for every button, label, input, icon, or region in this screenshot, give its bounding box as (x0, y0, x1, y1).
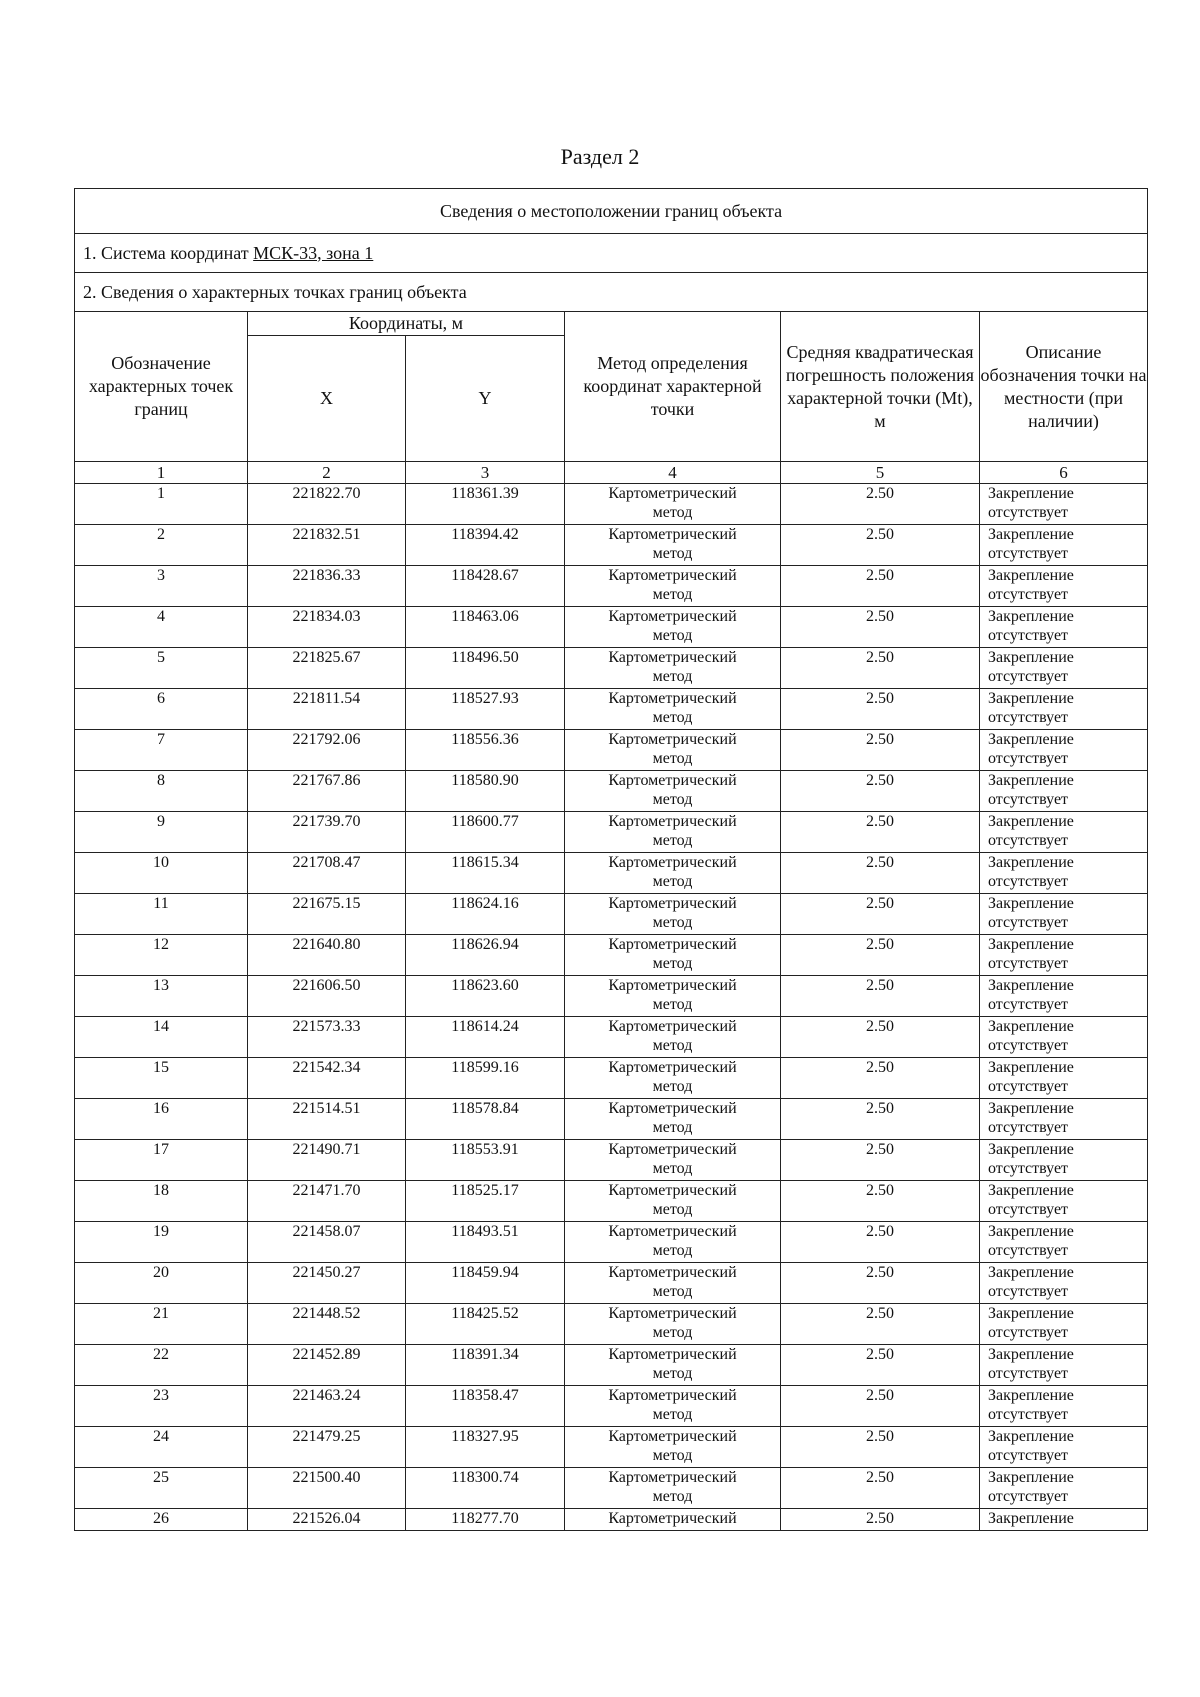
point-number: 6 (75, 689, 248, 730)
coord-x: 221463.24 (248, 1386, 406, 1427)
method: Картометрический метод (565, 689, 781, 730)
description: Закрепление отсутствует (980, 1222, 1148, 1263)
error: 2.50 (781, 1386, 980, 1427)
point-number: 12 (75, 935, 248, 976)
coord-y: 118394.42 (406, 525, 565, 566)
method: Картометрический метод (565, 484, 781, 525)
column-number: 5 (781, 462, 980, 484)
table-caption: Сведения о местоположении границ объекта (75, 189, 1148, 234)
method: Картометрический метод (565, 853, 781, 894)
description: Закрепление отсутствует (980, 525, 1148, 566)
error: 2.50 (781, 1222, 980, 1263)
description: Закрепление отсутствует (980, 976, 1148, 1017)
method: Картометрический метод (565, 1181, 781, 1222)
error: 2.50 (781, 1427, 980, 1468)
point-number: 26 (75, 1509, 248, 1531)
error: 2.50 (781, 894, 980, 935)
method: Картометрический метод (565, 1099, 781, 1140)
coord-x: 221452.89 (248, 1345, 406, 1386)
error: 2.50 (781, 1140, 980, 1181)
method: Картометрический метод (565, 648, 781, 689)
coord-y: 118277.70 (406, 1509, 565, 1531)
coord-y: 118615.34 (406, 853, 565, 894)
coord-y: 118599.16 (406, 1058, 565, 1099)
boundary-table (74, 188, 1148, 1531)
error: 2.50 (781, 525, 980, 566)
table-row (75, 853, 1148, 894)
column-number: 1 (75, 462, 248, 484)
point-number: 2 (75, 525, 248, 566)
description: Закрепление отсутствует (980, 1386, 1148, 1427)
description: Закрепление отсутствует (980, 1263, 1148, 1304)
error: 2.50 (781, 1181, 980, 1222)
column-number: 6 (980, 462, 1148, 484)
error: 2.50 (781, 689, 980, 730)
coord-x: 221479.25 (248, 1427, 406, 1468)
coord-system-value: МСК-33, зона 1 (253, 242, 374, 263)
coord-y: 118361.39 (406, 484, 565, 525)
description: Закрепление отсутствует (980, 1427, 1148, 1468)
description: Закрепление (980, 1509, 1148, 1531)
coord-x: 221832.51 (248, 525, 406, 566)
table-row (75, 1140, 1148, 1181)
description: Закрепление отсутствует (980, 935, 1148, 976)
method: Картометрический метод (565, 1427, 781, 1468)
error: 2.50 (781, 566, 980, 607)
coord-y: 118578.84 (406, 1099, 565, 1140)
method: Картометрический метод (565, 894, 781, 935)
error: 2.50 (781, 771, 980, 812)
coord-y: 118623.60 (406, 976, 565, 1017)
description: Закрепление отсутствует (980, 689, 1148, 730)
header-point: Обозначение характерных точек границ (75, 312, 248, 462)
coord-x: 221514.51 (248, 1099, 406, 1140)
point-number: 16 (75, 1099, 248, 1140)
point-number: 21 (75, 1304, 248, 1345)
point-number: 14 (75, 1017, 248, 1058)
method: Картометрический метод (565, 1058, 781, 1099)
method: Картометрический метод (565, 1017, 781, 1058)
coord-x: 221526.04 (248, 1509, 406, 1531)
error: 2.50 (781, 730, 980, 771)
coord-x: 221836.33 (248, 566, 406, 607)
coord-y: 118614.24 (406, 1017, 565, 1058)
header-x: X (248, 336, 406, 462)
description: Закрепление отсутствует (980, 771, 1148, 812)
method: Картометрический метод (565, 566, 781, 607)
method: Картометрический метод (565, 812, 781, 853)
coord-y: 118624.16 (406, 894, 565, 935)
boundary-document (74, 188, 1147, 1531)
table-row (75, 689, 1148, 730)
description: Закрепление отсутствует (980, 484, 1148, 525)
column-number: 3 (406, 462, 565, 484)
table-body (75, 484, 1148, 1509)
coord-y: 118425.52 (406, 1304, 565, 1345)
coord-y: 118459.94 (406, 1263, 565, 1304)
coord-x: 221739.70 (248, 812, 406, 853)
point-number: 1 (75, 484, 248, 525)
method: Картометрический метод (565, 1468, 781, 1509)
method: Картометрический метод (565, 607, 781, 648)
error: 2.50 (781, 853, 980, 894)
table-row (75, 1386, 1148, 1427)
coord-y: 118626.94 (406, 935, 565, 976)
method: Картометрический метод (565, 730, 781, 771)
description: Закрепление отсутствует (980, 1017, 1148, 1058)
table-row (75, 1304, 1148, 1345)
error: 2.50 (781, 1345, 980, 1386)
coord-x: 221458.07 (248, 1222, 406, 1263)
points-heading: 2. Сведения о характерных точках границ объекта (75, 273, 1148, 312)
description: Закрепление отсутствует (980, 1304, 1148, 1345)
description: Закрепление отсутствует (980, 1099, 1148, 1140)
table-row (75, 894, 1148, 935)
coord-x: 221448.52 (248, 1304, 406, 1345)
method: Картометрический метод (565, 525, 781, 566)
point-number: 10 (75, 853, 248, 894)
error: 2.50 (781, 1468, 980, 1509)
table-row (75, 935, 1148, 976)
error: 2.50 (781, 812, 980, 853)
table-row (75, 771, 1148, 812)
point-number: 8 (75, 771, 248, 812)
description: Закрепление отсутствует (980, 566, 1148, 607)
point-number: 5 (75, 648, 248, 689)
point-number: 18 (75, 1181, 248, 1222)
error: 2.50 (781, 1263, 980, 1304)
point-number: 7 (75, 730, 248, 771)
coord-x: 221500.40 (248, 1468, 406, 1509)
coord-x: 221767.86 (248, 771, 406, 812)
description: Закрепление отсутствует (980, 812, 1148, 853)
table-row (75, 1222, 1148, 1263)
table-row (75, 484, 1148, 525)
table-row (75, 1427, 1148, 1468)
coord-y: 118527.93 (406, 689, 565, 730)
method: Картометрический (565, 1509, 781, 1531)
point-number: 22 (75, 1345, 248, 1386)
error: 2.50 (781, 1017, 980, 1058)
header-method: Метод определения координат характерной точки (565, 312, 781, 462)
description: Закрепление отсутствует (980, 1345, 1148, 1386)
coord-system-prefix: 1. Система координат (83, 242, 254, 263)
coord-x: 221490.71 (248, 1140, 406, 1181)
point-number: 24 (75, 1427, 248, 1468)
table-row (75, 976, 1148, 1017)
table-row (75, 812, 1148, 853)
description: Закрепление отсутствует (980, 648, 1148, 689)
method: Картометрический метод (565, 935, 781, 976)
point-number: 20 (75, 1263, 248, 1304)
header-description: Описание обозначения точки на местности (при наличии) (980, 312, 1148, 462)
point-number: 23 (75, 1386, 248, 1427)
point-number: 15 (75, 1058, 248, 1099)
method: Картометрический метод (565, 1304, 781, 1345)
coord-x: 221450.27 (248, 1263, 406, 1304)
error: 2.50 (781, 648, 980, 689)
coord-x: 221811.54 (248, 689, 406, 730)
coord-y: 118496.50 (406, 648, 565, 689)
coord-x: 221834.03 (248, 607, 406, 648)
table-row (75, 1509, 1148, 1531)
coord-y: 118463.06 (406, 607, 565, 648)
method: Картометрический метод (565, 1345, 781, 1386)
coord-y: 118300.74 (406, 1468, 565, 1509)
description: Закрепление отсутствует (980, 730, 1148, 771)
coord-y: 118525.17 (406, 1181, 565, 1222)
coord-x: 221822.70 (248, 484, 406, 525)
error: 2.50 (781, 935, 980, 976)
coord-x: 221640.80 (248, 935, 406, 976)
coord-y: 118600.77 (406, 812, 565, 853)
method: Картометрический метод (565, 771, 781, 812)
column-number-row (75, 462, 1148, 484)
point-number: 13 (75, 976, 248, 1017)
table-row (75, 525, 1148, 566)
table-row (75, 1058, 1148, 1099)
description: Закрепление отсутствует (980, 1058, 1148, 1099)
error: 2.50 (781, 607, 980, 648)
point-number: 19 (75, 1222, 248, 1263)
coord-x: 221573.33 (248, 1017, 406, 1058)
coord-x: 221542.34 (248, 1058, 406, 1099)
coord-x: 221708.47 (248, 853, 406, 894)
table-row (75, 1181, 1148, 1222)
method: Картометрический метод (565, 1222, 781, 1263)
point-number: 11 (75, 894, 248, 935)
table-row (75, 1099, 1148, 1140)
coord-y: 118391.34 (406, 1345, 565, 1386)
point-number: 3 (75, 566, 248, 607)
table-row (75, 607, 1148, 648)
coord-x: 221606.50 (248, 976, 406, 1017)
coord-x: 221471.70 (248, 1181, 406, 1222)
coord-y: 118493.51 (406, 1222, 565, 1263)
coord-y: 118428.67 (406, 566, 565, 607)
description: Закрепление отсутствует (980, 1468, 1148, 1509)
method: Картометрический метод (565, 1140, 781, 1181)
description: Закрепление отсутствует (980, 1181, 1148, 1222)
header-y: Y (406, 336, 565, 462)
coord-y: 118358.47 (406, 1386, 565, 1427)
point-number: 17 (75, 1140, 248, 1181)
column-number: 4 (565, 462, 781, 484)
method: Картометрический метод (565, 1263, 781, 1304)
description: Закрепление отсутствует (980, 853, 1148, 894)
coord-y: 118553.91 (406, 1140, 565, 1181)
error: 2.50 (781, 1304, 980, 1345)
point-number: 4 (75, 607, 248, 648)
error: 2.50 (781, 976, 980, 1017)
error: 2.50 (781, 1099, 980, 1140)
coord-y: 118580.90 (406, 771, 565, 812)
coord-y: 118327.95 (406, 1427, 565, 1468)
description: Закрепление отсутствует (980, 1140, 1148, 1181)
description: Закрепление отсутствует (980, 894, 1148, 935)
coord-system-line (75, 234, 1148, 273)
table-row (75, 1345, 1148, 1386)
point-number: 25 (75, 1468, 248, 1509)
coord-y: 118556.36 (406, 730, 565, 771)
table-row (75, 566, 1148, 607)
section-title: Раздел 2 (560, 144, 640, 169)
table-row (75, 648, 1148, 689)
coord-x: 221675.15 (248, 894, 406, 935)
table-row (75, 1263, 1148, 1304)
table-row (75, 1468, 1148, 1509)
error: 2.50 (781, 1509, 980, 1531)
table-row (75, 730, 1148, 771)
error: 2.50 (781, 1058, 980, 1099)
table-row (75, 1017, 1148, 1058)
header-coordinates: Координаты, м (248, 312, 565, 336)
column-number: 2 (248, 462, 406, 484)
coord-x: 221825.67 (248, 648, 406, 689)
header-error: Средняя квадратическая погрешность положения характерной точки (Mt), м (781, 312, 980, 462)
method: Картометрический метод (565, 1386, 781, 1427)
coord-x: 221792.06 (248, 730, 406, 771)
error: 2.50 (781, 484, 980, 525)
description: Закрепление отсутствует (980, 607, 1148, 648)
method: Картометрический метод (565, 976, 781, 1017)
point-number: 9 (75, 812, 248, 853)
